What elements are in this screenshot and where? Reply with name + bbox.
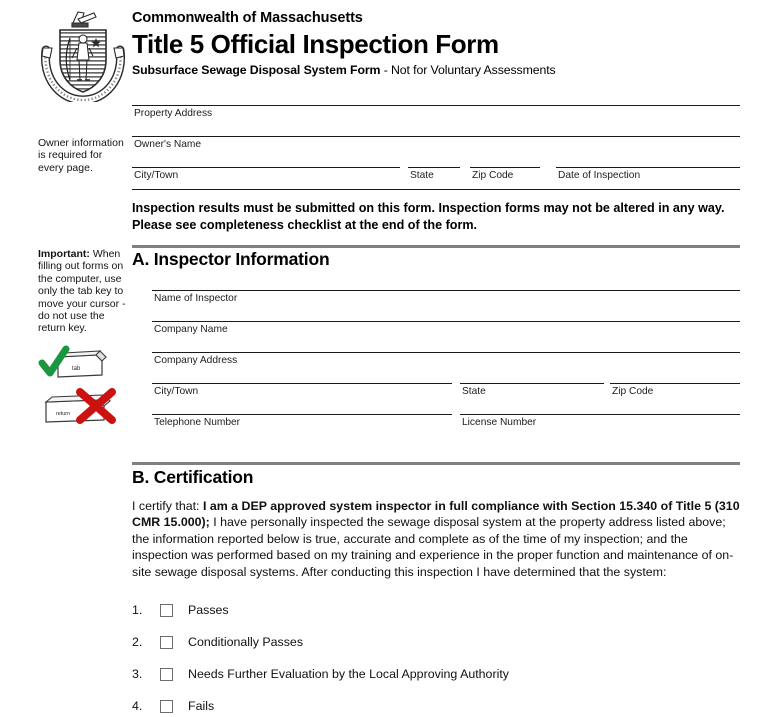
page-title: Title 5 Official Inspection Form [132, 29, 499, 59]
field-property-address[interactable] [132, 105, 740, 119]
certification-bold: I am a DEP approved system inspector in full compliance with Section 15.340 of Title 5 (310 CMR 15.000); [132, 499, 740, 530]
massachusetts-state-seal [36, 8, 130, 102]
checklist-label: Passes [188, 603, 229, 617]
section-b-rule [132, 462, 740, 465]
owner-info-note-text: Owner information is required for every page. [38, 137, 124, 174]
field-owners-name[interactable] [132, 136, 740, 150]
field-name-of-inspector[interactable] [152, 290, 740, 304]
section-b-title: B. Certification [132, 467, 254, 487]
checklist-row[interactable] [132, 594, 692, 626]
checklist-label: Needs Further Evaluation by the Local Approving Authority [188, 667, 509, 681]
checkbox-passes[interactable] [160, 604, 173, 617]
page-subtitle-rest: - Not for Voluntary Assessments [380, 63, 556, 77]
field-license-number[interactable] [460, 414, 740, 428]
checklist-number: 4. [132, 699, 143, 713]
field-group-underline [132, 189, 740, 190]
checkbox-needs-further-evaluation[interactable] [160, 668, 173, 681]
field-inspector-zip-code[interactable] [610, 383, 740, 397]
field-label-property-address: Property Address [134, 108, 213, 119]
field-inspector-city-town[interactable] [152, 383, 452, 397]
field-label-state: State [410, 170, 434, 181]
section-a-rule [132, 245, 740, 248]
field-telephone-number[interactable] [152, 414, 452, 428]
agency-name: Commonwealth of Massachusetts [132, 10, 363, 26]
field-label-zip-code: Zip Code [472, 170, 514, 181]
field-inspector-state[interactable] [460, 383, 604, 397]
field-city-town[interactable] [132, 167, 400, 181]
checklist-row[interactable] [132, 658, 692, 690]
checklist-label: Conditionally Passes [188, 635, 304, 649]
field-label-company-name: Company Name [154, 324, 228, 335]
certification-statement [132, 498, 744, 580]
owner-info-note [38, 137, 130, 174]
return-key-illustration [38, 388, 130, 428]
checkbox-fails[interactable] [160, 700, 173, 713]
important-note [38, 248, 130, 335]
checklist-row[interactable] [132, 626, 692, 658]
certification-lead: I certify that: [132, 499, 203, 513]
checklist-number: 2. [132, 635, 143, 649]
certification-rest: I have personally inspected the sewage disposal system at the property address listed above; the information reported below is true, accurate and complete as of the time of my inspection; and the inspection was performed based on my training and experience in the proper function and maintenance of on-site sewage disposal systems. After conducting this inspection I have determined that the system: [132, 515, 734, 579]
section-a-title: A. Inspector Information [132, 249, 330, 269]
checklist-number: 1. [132, 603, 143, 617]
important-note-text: When filling out forms on the computer, use only the tab key to move your cursor - do not use the return key. [38, 248, 126, 335]
important-note-label: Important: [38, 248, 90, 260]
field-label-inspector-city-town: City/Town [154, 386, 199, 397]
field-date-of-inspection[interactable] [556, 167, 740, 181]
field-label-date-of-inspection: Date of Inspection [558, 170, 641, 181]
field-state[interactable] [408, 167, 460, 181]
field-label-inspector-zip-code: Zip Code [612, 386, 654, 397]
checklist-number: 3. [132, 667, 143, 681]
field-label-owners-name: Owner's Name [134, 139, 202, 150]
left-margin-column [36, 0, 130, 717]
tab-keycap-label: tab [72, 366, 81, 372]
return-keycap-label: return [56, 411, 71, 417]
field-zip-code[interactable] [470, 167, 540, 181]
field-company-name[interactable] [152, 321, 740, 335]
field-label-city-town: City/Town [134, 170, 179, 181]
tab-key-illustration [38, 345, 130, 385]
field-label-inspector-state: State [462, 386, 486, 397]
field-company-address[interactable] [152, 352, 740, 366]
field-label-license-number: License Number [462, 417, 537, 428]
checkbox-conditionally-passes[interactable] [160, 636, 173, 649]
page-subtitle [132, 63, 556, 77]
system-determination-checklist [132, 594, 692, 717]
page-subtitle-bold: Subsurface Sewage Disposal System Form [132, 63, 381, 77]
field-label-name-of-inspector: Name of Inspector [154, 293, 238, 304]
checklist-label: Fails [188, 699, 215, 713]
field-label-telephone-number: Telephone Number [154, 417, 241, 428]
checklist-row[interactable] [132, 690, 692, 717]
submission-notice: Inspection results must be submitted on this form. Inspection forms may not be altered in any way. Please see completeness checklist at the end of the form. [132, 201, 725, 232]
field-label-company-address: Company Address [154, 355, 238, 366]
